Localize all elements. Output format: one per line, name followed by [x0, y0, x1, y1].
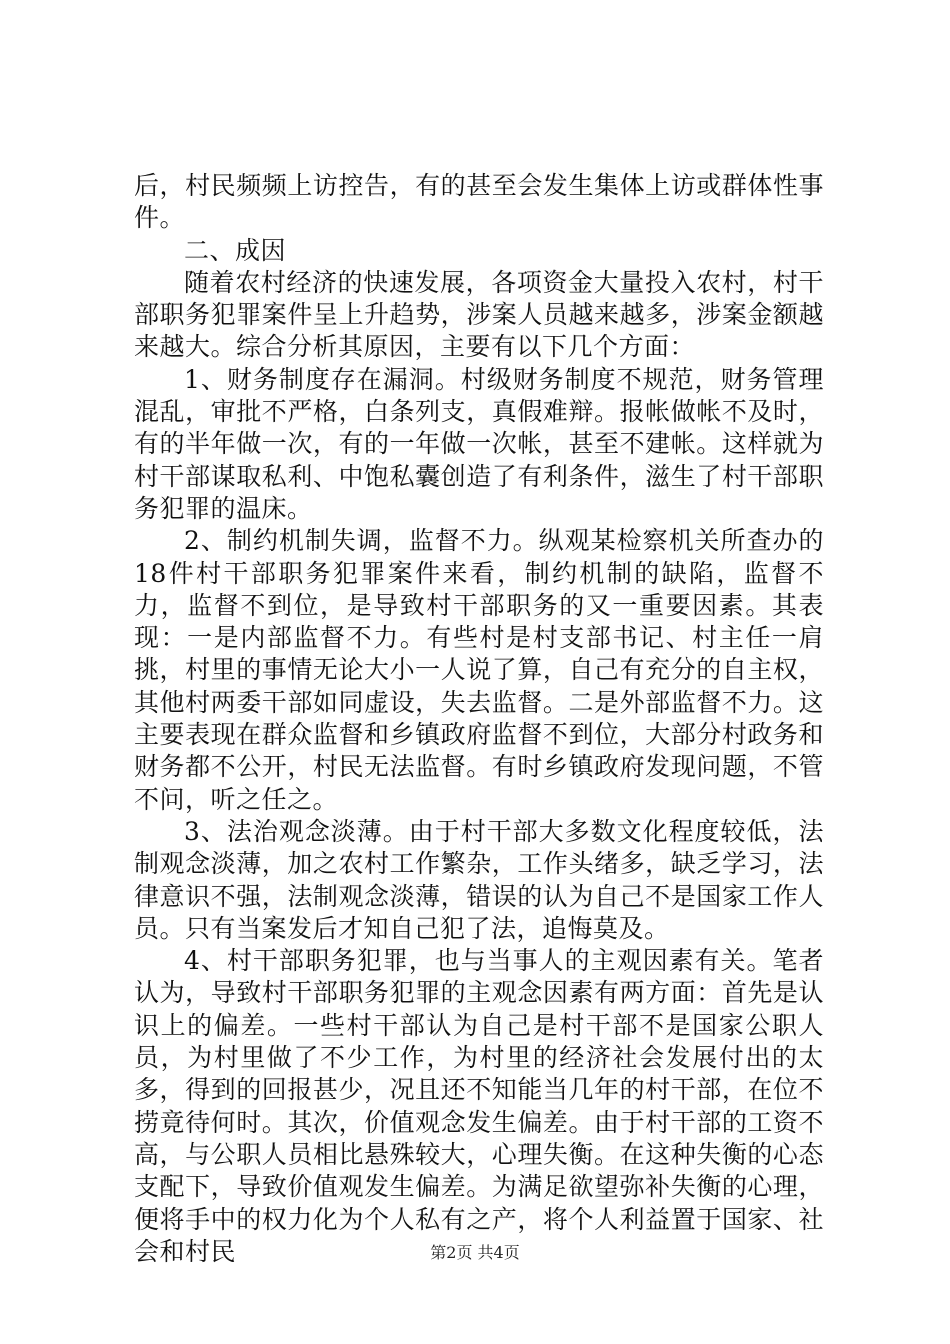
paragraph-point-2: 2、制约机制失调，监督不力。纵观某检察机关所查办的18件村干部职务犯罪案件来看，制约机制的缺陷，监督不力，监督不到位，是导致村干部职务的又一重要因素。其表现：一是内部监督不力。有些村是村支部书记、村主任一肩挑，村里的事情无论大小一人说了算，自己有充分的自主权，其他村两委干部如同虚设，失去监督。二是外部监督不力。这主要表现在群众监督和乡镇政府监督不到位，大部分村政务和财务都不公开，村民无法监督。有时乡镇政府发现问题，不管不问，听之任之。	[134, 526, 824, 814]
paragraph-point-4: 4、村干部职务犯罪，也与当事人的主观因素有关。笔者认为，导致村干部职务犯罪的主观念因素有两方面：首先是认识上的偏差。一些村干部认为自己是村干部不是国家公职人员，为村里做了不少工作，为村里的经济社会发展付出的太多，得到的回报甚少，况且还不知能当几年的村干部，在位不捞竟待何时。其次，价值观念发生偏差。由于村干部的工资不高，与公职人员相比悬殊较大，心理失衡。在这种失衡的心态支配下，导致价值观发生偏差。为满足欲望弥补失衡的心理，便将手中的权力化为个人私有之产，将个人利益置于国家、社会和村民	[134, 946, 824, 1266]
paragraph-point-1: 1、财务制度存在漏洞。村级财务制度不规范，财务管理混乱，审批不严格，白条列支，真假难辩。报帐做帐不及时，有的半年做一次，有的一年做一次帐，甚至不建帐。这样就为村干部谋取私利、中饱私囊创造了有利条件，滋生了村干部职务犯罪的温床。	[134, 364, 824, 523]
document-body	[134, 170, 824, 1268]
paragraph-intro: 随着农村经济的快速发展，各项资金大量投入农村，村干部职务犯罪案件呈上升趋势，涉案人员越来越多，涉案金额越来越大。综合分析其原因，主要有以下几个方面：	[134, 267, 824, 362]
paragraph-continuation: 后，村民频频上访控告，有的甚至会发生集体上访或群体性事件。	[134, 171, 824, 233]
page-footer: 第2页 共4页	[430, 1243, 520, 1262]
paragraph-point-3: 3、法治观念淡薄。由于村干部大多数文化程度较低，法制观念淡薄，加之农村工作繁杂，工作头绪多，缺乏学习，法律意识不强，法制观念淡薄，错误的认为自己不是国家工作人员。只有当案发后才知自己犯了法，追悔莫及。	[134, 816, 824, 943]
section-heading: 二、成因	[184, 235, 287, 265]
